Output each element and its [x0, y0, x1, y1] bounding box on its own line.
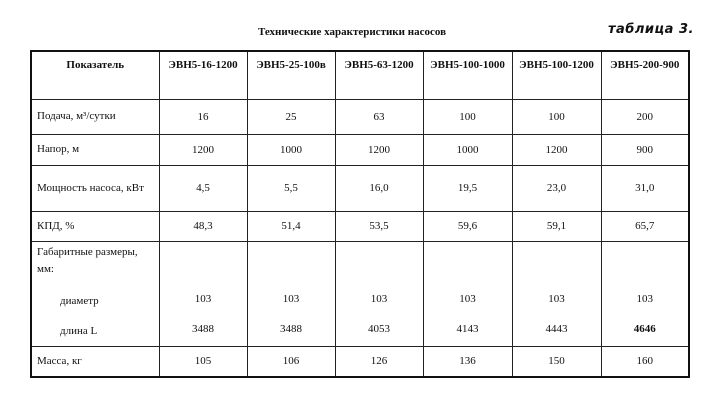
table-cell: 48,3	[159, 211, 247, 241]
table-row	[31, 211, 689, 241]
table-cell: 59,1	[512, 211, 601, 241]
length-value: 4053	[368, 322, 390, 335]
table-cell: 106	[247, 346, 335, 377]
dimensions-cell	[247, 241, 335, 346]
table-cell: 19,5	[423, 165, 512, 211]
table-cell: 5,5	[247, 165, 335, 211]
table-row	[31, 99, 689, 134]
table-cell: 65,7	[601, 211, 689, 241]
table-title: Технические характеристики насосов	[257, 26, 447, 38]
table-cell: 200	[601, 99, 689, 134]
table-cell: 53,5	[335, 211, 423, 241]
table-cell: 63	[335, 99, 423, 134]
row-label: КПД, %	[31, 211, 159, 241]
length-value: 4646	[633, 322, 656, 335]
dimensions-label: Габаритные размеры, мм:	[37, 245, 138, 275]
column-header: Показатель	[31, 51, 159, 99]
table-cell: 59,6	[423, 211, 512, 241]
table-cell: 23,0	[512, 165, 601, 211]
column-header: ЭВН5-100-1000	[423, 51, 512, 99]
table-cell: 1000	[247, 134, 335, 165]
length-value: 4143	[456, 322, 479, 335]
table-cell: 900	[601, 134, 689, 165]
dimensions-label-cell	[31, 241, 159, 346]
table-cell: 4,5	[159, 165, 247, 211]
column-header: ЭВН5-200-900	[601, 51, 689, 99]
table-number: таблица 3.	[608, 22, 694, 37]
table-row	[31, 346, 689, 377]
row-label: Подача, м³/сутки	[31, 99, 159, 134]
table-cell: 31,0	[601, 165, 689, 211]
column-header: ЭВН5-100-1200	[512, 51, 601, 99]
table-cell: 16	[159, 99, 247, 134]
dimensions-row	[31, 241, 689, 346]
column-header: ЭВН5-16-1200	[159, 51, 247, 99]
length-value: 3488	[192, 322, 214, 335]
table-cell: 1200	[512, 134, 601, 165]
length-label: длина L	[60, 324, 98, 337]
table-cell: 25	[247, 99, 335, 134]
length-value: 3488	[280, 322, 302, 335]
table-cell: 1200	[159, 134, 247, 165]
column-header: ЭВН5-63-1200	[335, 51, 423, 99]
diameter-value: 103	[194, 292, 212, 305]
table-header-row	[31, 51, 689, 99]
table-row	[31, 165, 689, 211]
table-cell: 100	[512, 99, 601, 134]
table-cell: 16,0	[335, 165, 423, 211]
table-cell: 150	[512, 346, 601, 377]
table-cell: 100	[423, 99, 512, 134]
pump-specs-table	[30, 50, 690, 378]
table-row	[31, 134, 689, 165]
dimensions-cell	[601, 241, 689, 346]
table-cell: 160	[601, 346, 689, 377]
diameter-value: 103	[370, 292, 388, 305]
dimensions-cell	[335, 241, 423, 346]
diameter-value: 103	[459, 292, 476, 305]
row-label: Мощность насоса, кВт	[31, 165, 159, 211]
table-cell: 105	[159, 346, 247, 377]
table-cell: 126	[335, 346, 423, 377]
diameter-value: 103	[636, 292, 653, 305]
table-cell: 1200	[335, 134, 423, 165]
row-label: Масса, кг	[31, 346, 159, 377]
diameter-value: 103	[548, 292, 565, 305]
column-header: ЭВН5-25-100в	[247, 51, 335, 99]
table-cell: 136	[423, 346, 512, 377]
length-value: 4443	[545, 322, 568, 335]
diameter-value: 103	[282, 292, 300, 305]
table-cell: 1000	[423, 134, 512, 165]
dimensions-cell	[423, 241, 512, 346]
diameter-label: диаметр	[60, 294, 99, 307]
row-label: Напор, м	[31, 134, 159, 165]
table-cell: 51,4	[247, 211, 335, 241]
dimensions-cell	[159, 241, 247, 346]
dimensions-cell	[512, 241, 601, 346]
